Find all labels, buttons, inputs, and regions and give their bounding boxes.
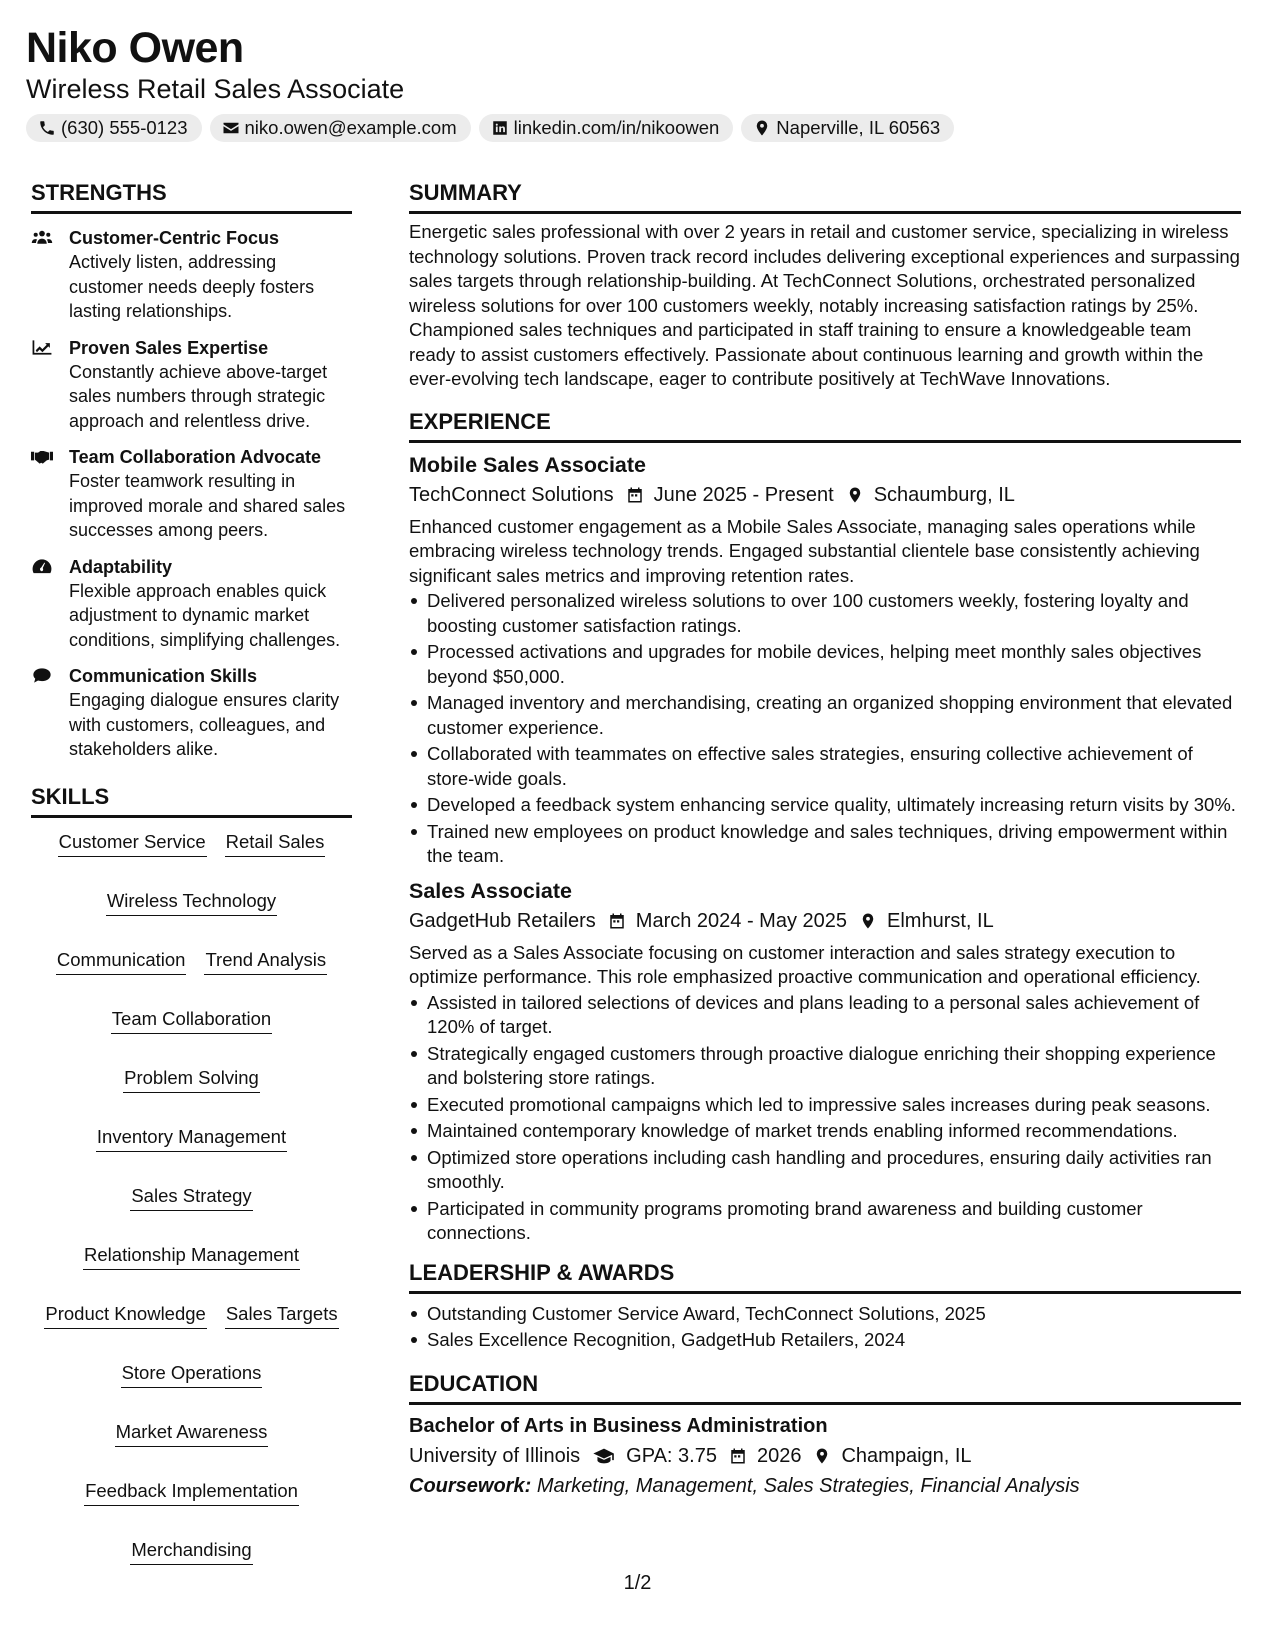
skill-tag: Sales Targets	[225, 1302, 339, 1329]
job-description: Enhanced customer engagement as a Mobile Sales Associate, managing sales operations while embracing wireless technology trends. Engaged substantial clientele base consistently achieving significant sales metrics and improving retention rates.	[409, 515, 1200, 586]
contact-email-text: niko.owen@example.com	[244, 117, 457, 138]
job-meta	[409, 481, 1241, 509]
right-column	[409, 178, 1241, 1500]
strength-desc: Engaging dialogue ensures clarity with customers, colleagues, and stakeholders alike.	[69, 690, 340, 759]
skill-tag: Problem Solving	[123, 1066, 260, 1093]
summary-text: Energetic sales professional with over 2 years in retail and customer service, specializing in wireless technology solutions. Proven track record includes delivering exceptional experiences and surpassing sales targets through relationship-building. At TechConnect Solutions, orchestrated personalized wireless solutions for over 100 customers weekly, notably increasing satisfaction ratings by 25%. Championed sales techniques and participated in staff training to ensure a knowledgeable team ready to assist customers effectively. Passionate about continuous learning and growth within the ever-evolving tech landscape, eager to contribute positively at TechWave Innovations.	[409, 221, 1240, 389]
skill-tag: Customer Service	[58, 830, 207, 857]
list-item: Outstanding Customer Service Award, TechConnect Solutions, 2025	[409, 1302, 1241, 1327]
job-entry	[409, 877, 1241, 1246]
skill-tag: Retail Sales	[225, 830, 326, 857]
job-description: Served as a Sales Associate focusing on customer interaction and sales strategy execution to optimize performance. This role emphasized proactive communication and operational efficiency.	[409, 941, 1201, 987]
list-item: Optimized store operations including cash handling and procedures, ensuring daily activities ran smoothly.	[409, 1146, 1241, 1195]
job-entry	[409, 451, 1241, 869]
list-item: Sales Excellence Recognition, GadgetHub Retailers, 2024	[409, 1328, 1241, 1353]
strength-desc: Constantly achieve above-target sales numbers through strategic approach and relentless drive.	[69, 361, 328, 431]
list-item: Processed activations and upgrades for mobile devices, helping meet monthly sales objectives beyond $50,000.	[409, 640, 1241, 689]
list-item: Developed a feedback system enhancing service quality, ultimately increasing return visits by 30%.	[409, 793, 1241, 818]
contact-linkedin[interactable]	[479, 114, 734, 142]
education-heading: EDUCATION	[409, 1369, 1241, 1405]
job-bullets	[409, 991, 1241, 1246]
list-item: Delivered personalized wireless solutions to over 100 customers weekly, fostering loyalty and boosting customer satisfaction ratings.	[409, 589, 1241, 638]
location-pin-icon	[859, 912, 877, 930]
strength-desc: Foster teamwork resulting in improved morale and shared sales successes among peers.	[69, 471, 346, 540]
chart-line-icon	[31, 339, 53, 356]
calendar-icon	[729, 1447, 747, 1465]
contact-location-text: Naperville, IL 60563	[776, 117, 941, 138]
list-item: Managed inventory and merchandising, creating an organized shopping environment that elevated customer experience.	[409, 691, 1241, 740]
skill-tag: Team Collaboration	[111, 1007, 272, 1034]
skill-tag: Trend Analysis	[204, 948, 327, 975]
education-coursework	[409, 1472, 1241, 1500]
strength-item	[31, 664, 352, 762]
contact-location	[741, 114, 954, 142]
users-icon	[31, 229, 53, 246]
awards-list	[409, 1302, 1241, 1353]
experience-heading: EXPERIENCE	[409, 407, 1241, 443]
strength-desc: Actively listen, addressing customer needs deeply fosters lasting relationships.	[69, 252, 315, 321]
contact-phone-text: (630) 555-0123	[61, 117, 188, 138]
graduation-cap-icon	[592, 1447, 616, 1465]
strength-title: Communication Skills	[69, 666, 258, 686]
list-item: Assisted in tailored selections of devices and plans leading to a personal sales achievement of 120% of target.	[409, 991, 1241, 1040]
job-location: Elmhurst, IL	[887, 909, 994, 932]
coursework-label: Coursework:	[409, 1474, 532, 1497]
skill-tag: Merchandising	[130, 1538, 252, 1565]
education-gpa: GPA: 3.75	[626, 1444, 717, 1467]
skill-tag: Product Knowledge	[44, 1302, 206, 1329]
contact-linkedin-text: linkedin.com/in/nikoowen	[513, 117, 720, 138]
job-dates: June 2025 - Present	[653, 483, 834, 506]
education-year: 2026	[756, 1444, 802, 1467]
skills-list	[31, 830, 352, 1565]
education-school: University of Illinois	[409, 1444, 581, 1467]
education-meta	[409, 1442, 1241, 1470]
skills-heading: SKILLS	[31, 782, 352, 818]
resume-header	[26, 22, 1246, 142]
skill-tag: Store Operations	[121, 1361, 263, 1388]
education-location: Champaign, IL	[841, 1444, 972, 1467]
awards-heading: LEADERSHIP & AWARDS	[409, 1258, 1241, 1294]
speech-bubble-icon	[31, 667, 53, 684]
location-pin-icon	[753, 119, 771, 137]
strength-title: Team Collaboration Advocate	[69, 447, 322, 467]
coursework-text: Marketing, Management, Sales Strategies, Financial Analysis	[536, 1474, 1080, 1497]
skill-tag: Market Awareness	[115, 1420, 269, 1447]
job-company: GadgetHub Retailers	[409, 909, 596, 932]
strength-item	[31, 555, 352, 653]
skill-tag: Wireless Technology	[106, 889, 277, 916]
page-number: 1/2	[623, 1572, 652, 1594]
job-meta	[409, 907, 1241, 935]
left-column	[31, 178, 352, 1565]
gauge-icon	[31, 558, 53, 575]
list-item: Executed promotional campaigns which led to impressive sales increases during peak seasons.	[409, 1093, 1241, 1118]
contact-email[interactable]	[210, 114, 471, 142]
list-item: Maintained contemporary knowledge of market trends enabling informed recommendations.	[409, 1119, 1241, 1144]
contact-phone[interactable]	[26, 114, 202, 142]
strengths-heading: STRENGTHS	[31, 178, 352, 214]
strength-title: Adaptability	[69, 556, 173, 577]
location-pin-icon	[813, 1447, 831, 1465]
job-company: TechConnect Solutions	[409, 483, 614, 506]
job-dates: March 2024 - May 2025	[635, 909, 848, 932]
strength-desc: Flexible approach enables quick adjustment to dynamic market conditions, simplifying challenges.	[69, 580, 341, 650]
list-item: Strategically engaged customers through proactive dialogue enriching their shopping experience and bolstering store ratings.	[409, 1042, 1241, 1091]
strength-title: Customer-Centric Focus	[69, 228, 280, 248]
skill-tag: Sales Strategy	[130, 1184, 252, 1211]
strength-title: Proven Sales Expertise	[69, 337, 269, 358]
job-location: Schaumburg, IL	[873, 483, 1015, 506]
linkedin-icon	[491, 119, 509, 137]
job-bullets	[409, 589, 1241, 869]
location-pin-icon	[846, 486, 864, 504]
strength-item	[31, 336, 352, 434]
calendar-icon	[608, 912, 626, 930]
skill-tag: Feedback Implementation	[84, 1479, 299, 1506]
job-title: Sales Associate	[409, 878, 572, 903]
candidate-role: Wireless Retail Sales Associate	[26, 74, 405, 104]
job-title: Mobile Sales Associate	[409, 452, 646, 477]
skill-tag: Inventory Management	[96, 1125, 287, 1152]
handshake-icon	[31, 448, 53, 465]
summary-heading: SUMMARY	[409, 178, 1241, 214]
phone-icon	[38, 119, 56, 137]
contact-bar	[26, 114, 1246, 142]
skill-tag: Communication	[56, 948, 187, 975]
envelope-icon	[222, 119, 240, 137]
skill-tag: Relationship Management	[83, 1243, 300, 1270]
strength-item	[31, 226, 352, 324]
strength-item	[31, 445, 352, 543]
education-degree: Bachelor of Arts in Business Administration	[409, 1414, 828, 1437]
candidate-name: Niko Owen	[26, 24, 244, 72]
list-item: Collaborated with teammates on effective sales strategies, ensuring collective achievement of store-wide goals.	[409, 742, 1241, 791]
list-item: Trained new employees on product knowledge and sales techniques, driving empowerment within the team.	[409, 820, 1241, 869]
list-item: Participated in community programs promoting brand awareness and building customer connections.	[409, 1197, 1241, 1246]
calendar-icon	[626, 486, 644, 504]
